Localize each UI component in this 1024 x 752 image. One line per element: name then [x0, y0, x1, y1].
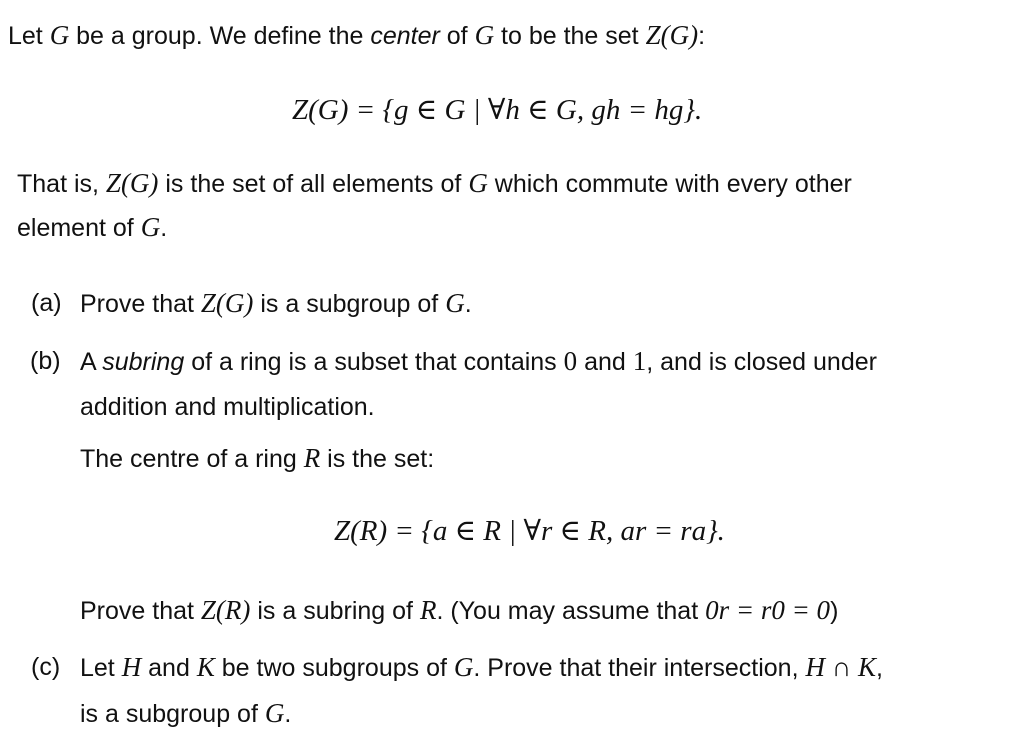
explanation-line-1: That is, Z(G) is the set of all elements of G which commute with every other: [17, 168, 852, 198]
leading-mark: [0, 21, 8, 51]
part-c-label: (c): [31, 653, 61, 681]
ring-centre-equation: Z(R) = {a ∈ R | ∀r ∈ R, ar = ra}.: [334, 515, 725, 547]
part-a-label: (a): [31, 289, 62, 317]
part-c-line-1: Let H and K be two subgroups of G. Prove that their intersection, H ∩ K,: [80, 652, 883, 682]
part-b-line-1: A subring of a ring is a subset that contains 0 and 1, and is closed under: [80, 346, 877, 376]
part-a-text: Prove that Z(G) is a subgroup of G.: [80, 288, 472, 318]
center-definition-equation: Z(G) = {g ∈ G | ∀h ∈ G, gh = hg}.: [292, 94, 703, 126]
explanation-line-2: element of G.: [17, 212, 168, 242]
part-c-line-2: is a subgroup of G.: [80, 698, 292, 728]
part-b-line-3: The centre of a ring R is the set:: [80, 443, 435, 473]
part-b-line-2: addition and multiplication.: [80, 393, 375, 421]
intro-line: Let G be a group. We define the center of G to be the set Z(G):: [0, 20, 705, 51]
part-b-label: (b): [30, 347, 61, 375]
part-b-line-4: Prove that Z(R) is a subring of R. (You may assume that 0r = r0 = 0): [80, 595, 839, 625]
center-term: center: [370, 22, 440, 50]
subring-term: subring: [102, 348, 185, 376]
